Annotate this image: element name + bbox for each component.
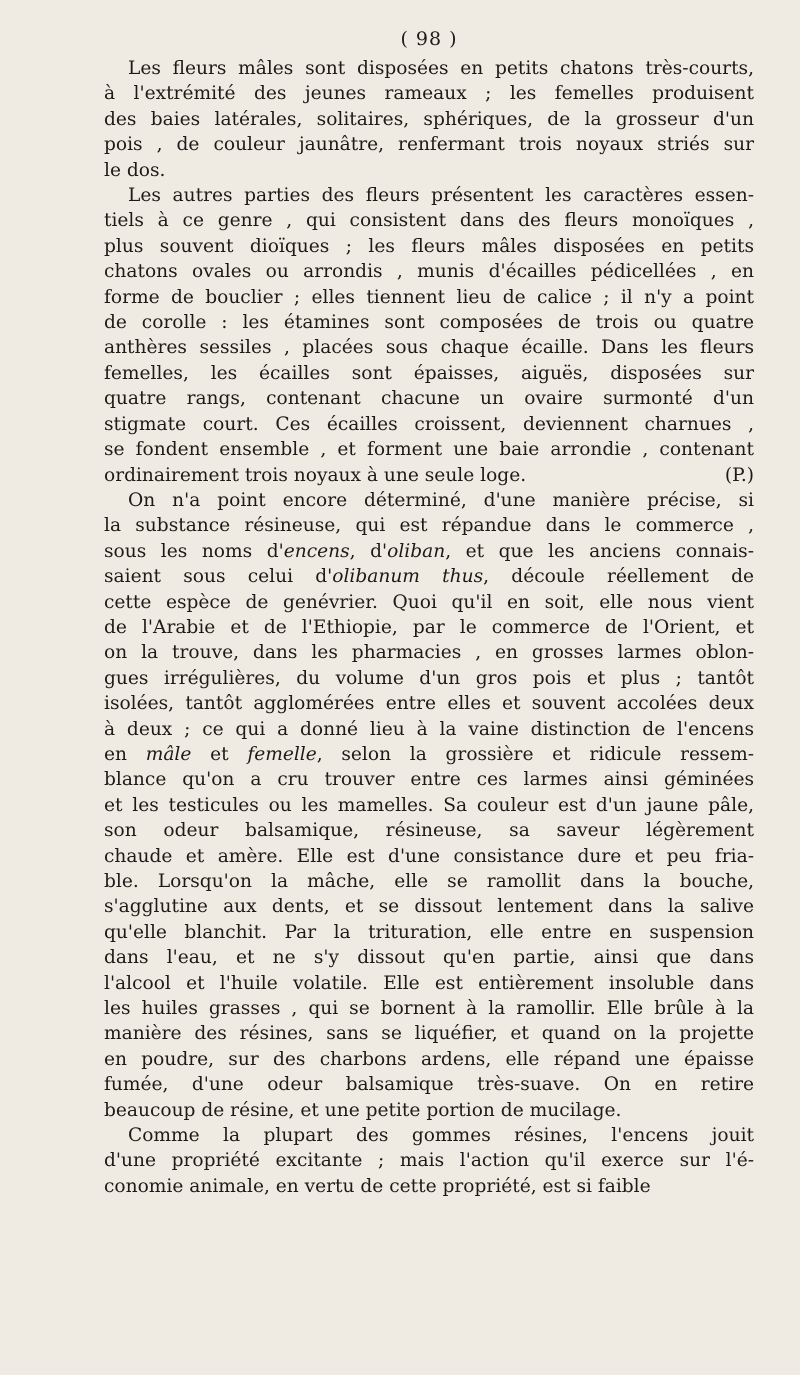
text-line: tiels à ce genre , qui consistent dans des fleurs monoïques , <box>104 210 754 232</box>
text-line: le dos. <box>104 159 166 181</box>
text-line: cette espèce de genévrier. Quoi qu'il en soit, elle nous vient <box>104 591 754 613</box>
italic-term: encens <box>283 540 350 562</box>
paragraph-1 <box>104 56 754 183</box>
text-line: manière des résines, sans se liquéfier, et quand on la projette <box>104 1023 754 1045</box>
text-line: beaucoup de résine, et une petite portion de mucilage. <box>104 1099 622 1121</box>
text-line: à l'extrémité des jeunes rameaux ; les femelles produisent <box>104 83 754 105</box>
text-line: dans l'eau, et ne s'y dissout qu'en partie, ainsi que dans <box>104 947 754 969</box>
text-line: de corolle : les étamines sont composées de trois ou quatre <box>104 312 754 334</box>
author-signature: (P.) <box>724 464 754 486</box>
text-line: sous les noms d'encens, d'oliban, et que les anciens connais- <box>104 540 754 562</box>
text-line: Les autres parties des fleurs présentent les caractères essen- <box>128 185 754 207</box>
paragraph-3 <box>104 488 754 1123</box>
text-line: ble. Lorsqu'on la mâche, elle se ramollit dans la bouche, <box>104 871 754 892</box>
text-line: On n'a point encore déterminé, d'une manière précise, si <box>128 489 754 511</box>
text-line: quatre rangs, contenant chacune un ovaire surmonté d'un <box>104 388 754 410</box>
text-line: qu'elle blanchit. Par la trituration, elle entre en suspension <box>104 921 754 943</box>
paragraph-2 <box>104 183 754 488</box>
text-line: isolées, tantôt agglomérées entre elles et souvent accolées deux <box>104 693 754 715</box>
text-line: d'une propriété excitante ; mais l'action qu'il exerce sur l'é- <box>104 1150 754 1172</box>
text-line: conomie animale, en vertu de cette propriété, est si faible <box>104 1175 651 1197</box>
text-line: ordinairement trois noyaux à une seule loge. (P.) <box>104 463 754 488</box>
text-line: les huiles grasses , qui se bornent à la ramollir. Elle brûle à la <box>104 998 754 1020</box>
text-line: blance qu'on a cru trouver entre ces larmes ainsi géminées <box>104 769 754 791</box>
text-line: forme de bouclier ; elles tiennent lieu de calice ; il n'y a point <box>104 286 754 308</box>
text-line: l'alcool et l'huile volatile. Elle est entièrement insoluble dans <box>104 972 754 994</box>
text-line: pois , de couleur jaunâtre, renfermant trois noyaux striés sur <box>104 134 754 156</box>
italic-term: olibanum thus <box>332 566 484 588</box>
text-line: en mâle et femelle, selon la grossière et ridicule ressem- <box>104 743 755 765</box>
italic-term: oliban <box>387 540 446 562</box>
text-line: femelles, les écailles sont épaisses, aiguës, disposées sur <box>104 362 754 384</box>
text-line: à deux ; ce qui a donné lieu à la vaine distinction de l'encens <box>104 718 754 740</box>
text-line: gues irrégulières, du volume d'un gros pois et plus ; tantôt <box>104 667 754 689</box>
text-line: des baies latérales, solitaires, sphériques, de la grosseur d'un <box>104 108 754 130</box>
text-line: on la trouve, dans les pharmacies , en grosses larmes oblon- <box>104 642 754 664</box>
text-line: anthères sessiles , placées sous chaque écaille. Dans les fleurs <box>104 337 754 359</box>
text-line: Comme la plupart des gommes résines, l'encens jouit <box>128 1125 754 1147</box>
paragraph-4 <box>104 1123 754 1199</box>
text-line: s'agglutine aux dents, et se dissout lentement dans la salive <box>104 896 754 918</box>
text-line: en poudre, sur des charbons ardens, elle répand une épaisse <box>104 1048 754 1070</box>
text-line: et les testicules ou les mamelles. Sa couleur est d'un jaune pâle, <box>104 794 754 816</box>
text-line: son odeur balsamique, résineuse, sa saveur légèrement <box>104 820 754 842</box>
text-line: saient sous celui d'olibanum thus, découle réellement de <box>104 566 754 588</box>
text-line: fumée, d'une odeur balsamique très-suave. On en retire <box>104 1074 754 1096</box>
italic-term: femelle <box>247 743 317 765</box>
italic-term: mâle <box>145 743 192 765</box>
page-number: ( 98 ) <box>400 28 458 50</box>
text-line: Les fleurs mâles sont disposées en petits chatons très-courts, <box>128 58 754 79</box>
text-line: plus souvent dioïques ; les fleurs mâles disposées en petits <box>104 235 754 257</box>
text-line: chaude et amère. Elle est d'une consistance dure et peu fria- <box>104 845 754 867</box>
text-line: chatons ovales ou arrondis , munis d'écailles pédicellées , en <box>104 261 754 283</box>
text-line: la substance résineuse, qui est répandue dans le commerce , <box>104 515 754 537</box>
text-line: se fondent ensemble , et forment une baie arrondie , contenant <box>104 439 754 461</box>
text-line: stigmate court. Ces écailles croissent, deviennent charnues , <box>104 413 754 435</box>
text-line: de l'Arabie et de l'Ethiopie, par le commerce de l'Orient, et <box>104 616 754 638</box>
